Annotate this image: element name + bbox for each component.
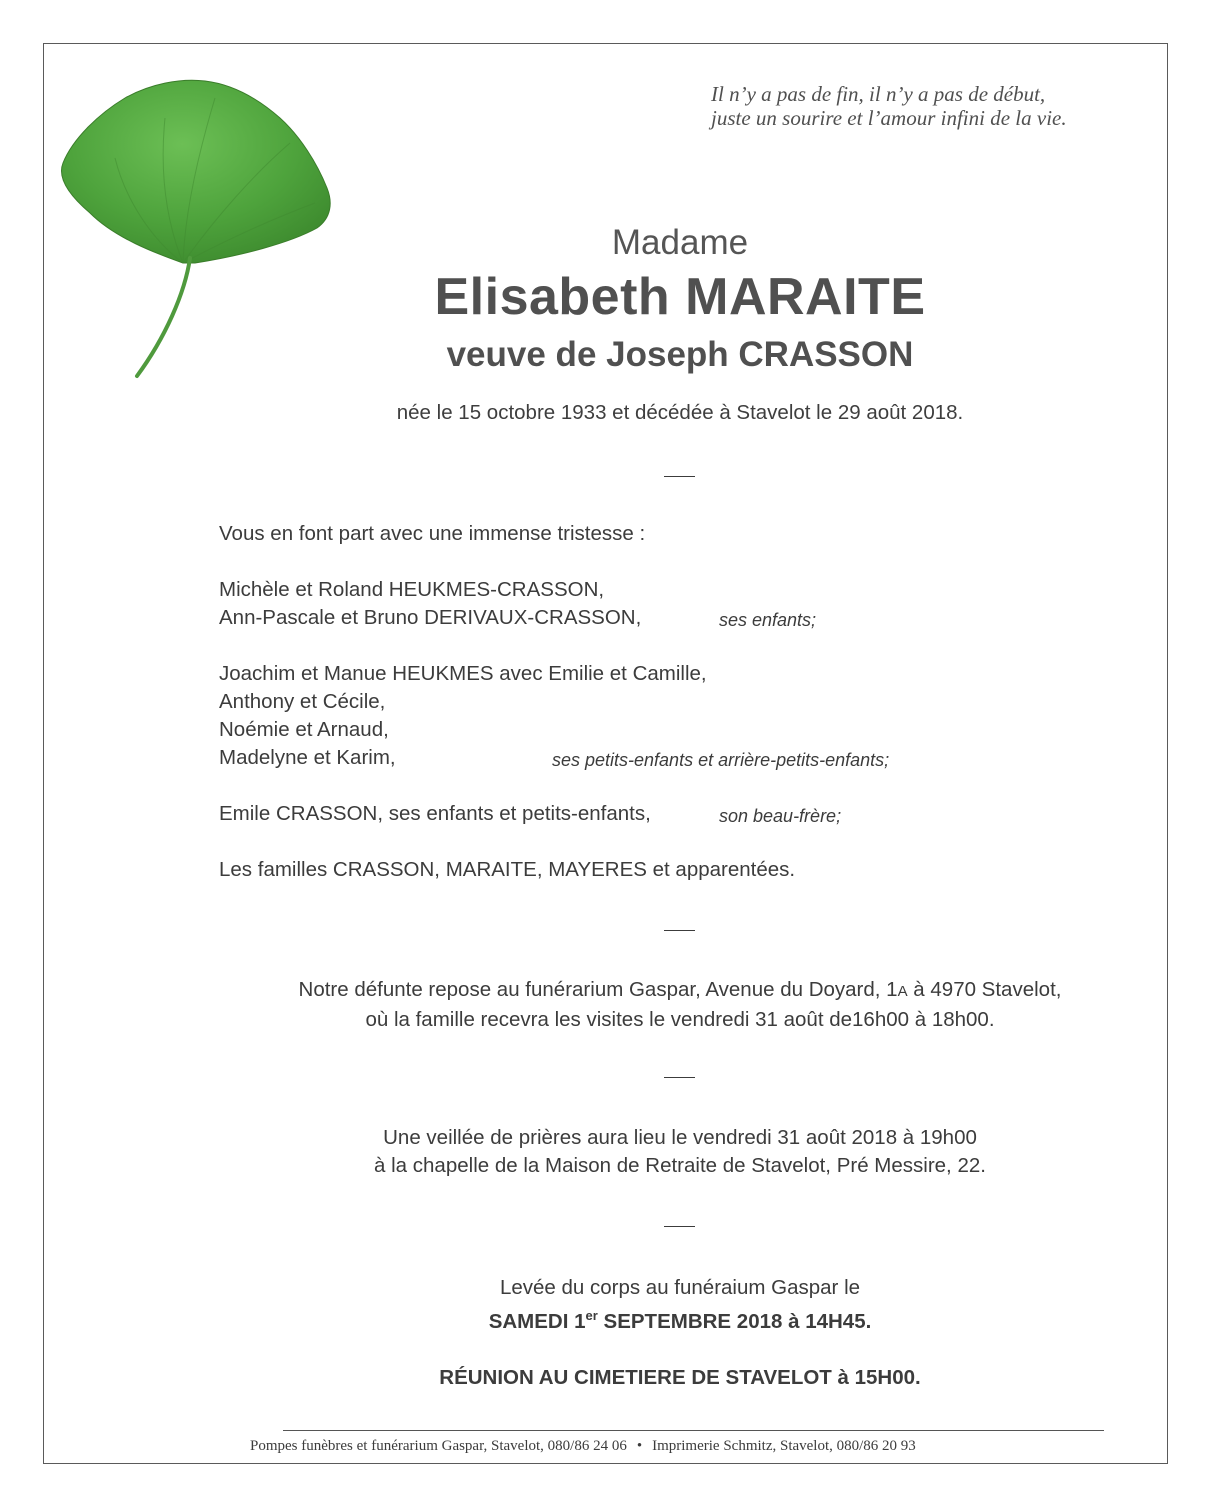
separator-line bbox=[664, 1226, 695, 1227]
quote-line-2: juste un sourire et l’amour infini de la vie. bbox=[711, 106, 1067, 130]
separator-line bbox=[664, 930, 695, 931]
family-section bbox=[219, 520, 890, 884]
families-line: Les familles CRASSON, MARAITE, MAYERES et apparentées. bbox=[219, 858, 796, 881]
vigil-line-2: à la chapelle de la Maison de Retraite de Stavelot, Pré Messire, 22. bbox=[374, 1154, 986, 1177]
grandchildren-line-4: Madelyne et Karim, bbox=[219, 746, 396, 769]
grandchildren-line-1: Joachim et Manue HEUKMES avec Emilie et Camille, bbox=[219, 662, 707, 685]
quote-line-1: Il n’y a pas de fin, il n’y a pas de début, bbox=[711, 82, 1046, 106]
funeral-section bbox=[73, 1274, 1214, 1392]
grandchildren-line-2: Anthony et Cécile, bbox=[219, 690, 386, 713]
children-line-2: Ann-Pascale et Bruno DERIVAUX-CRASSON, bbox=[219, 606, 642, 629]
cemetery-line: RÉUNION AU CIMETIERE DE STAVELOT à 15H00. bbox=[439, 1365, 921, 1389]
separator-line bbox=[664, 476, 695, 477]
grandchildren-line-3: Noémie et Arnaud, bbox=[219, 718, 389, 741]
funeral-date-line: SAMEDI 1er SEPTEMBRE 2018 à 14H45. bbox=[488, 1308, 872, 1333]
footer-printer: Imprimerie Schmitz, Stavelot, 080/86 20 93 bbox=[652, 1438, 916, 1454]
separator-line bbox=[664, 1077, 695, 1078]
visit-line-2: où la famille recevra les visites le vendredi 31 août de16h00 à 18h00. bbox=[365, 1008, 995, 1031]
footer-separator: • bbox=[636, 1438, 643, 1454]
epigraph-quote bbox=[711, 82, 1151, 130]
footer-divider bbox=[283, 1430, 1104, 1431]
children-line-1: Michèle et Roland HEUKMES-CRASSON, bbox=[219, 578, 605, 601]
footer-credits bbox=[250, 1438, 1120, 1455]
vigil-line-1: Une veillée de prières aura lieu le vendredi 31 août 2018 à 19h00 bbox=[383, 1126, 977, 1149]
children-role: ses enfants; bbox=[719, 610, 817, 630]
footer-funeral-home: Pompes funèbres et funérarium Gaspar, Stavelot, 080/86 24 06 bbox=[250, 1438, 627, 1454]
brother-in-law-role: son beau-frère; bbox=[719, 806, 842, 826]
funeral-line-1: Levée du corps au funéraium Gaspar le bbox=[499, 1276, 861, 1299]
family-intro: Vous en font part avec une immense tristesse : bbox=[219, 522, 646, 545]
deceased-name: Elisabeth MARAITE bbox=[434, 268, 926, 326]
vigil-section bbox=[73, 1124, 1214, 1180]
visit-line-1: Notre défunte repose au funérarium Gaspar, Avenue du Doyard, 1A à 4970 Stavelot, bbox=[298, 978, 1062, 1001]
grandchildren-role: ses petits-enfants et arrière-petits-enfants; bbox=[552, 750, 890, 770]
birth-death-dates: née le 15 octobre 1933 et décédée à Stavelot le 29 août 2018. bbox=[396, 401, 964, 424]
widow-of-line: veuve de Joseph CRASSON bbox=[446, 335, 914, 374]
title-madame: Madame bbox=[611, 223, 749, 262]
brother-in-law-line: Emile CRASSON, ses enfants et petits-enfants, bbox=[219, 802, 651, 825]
visit-section bbox=[73, 976, 1214, 1034]
